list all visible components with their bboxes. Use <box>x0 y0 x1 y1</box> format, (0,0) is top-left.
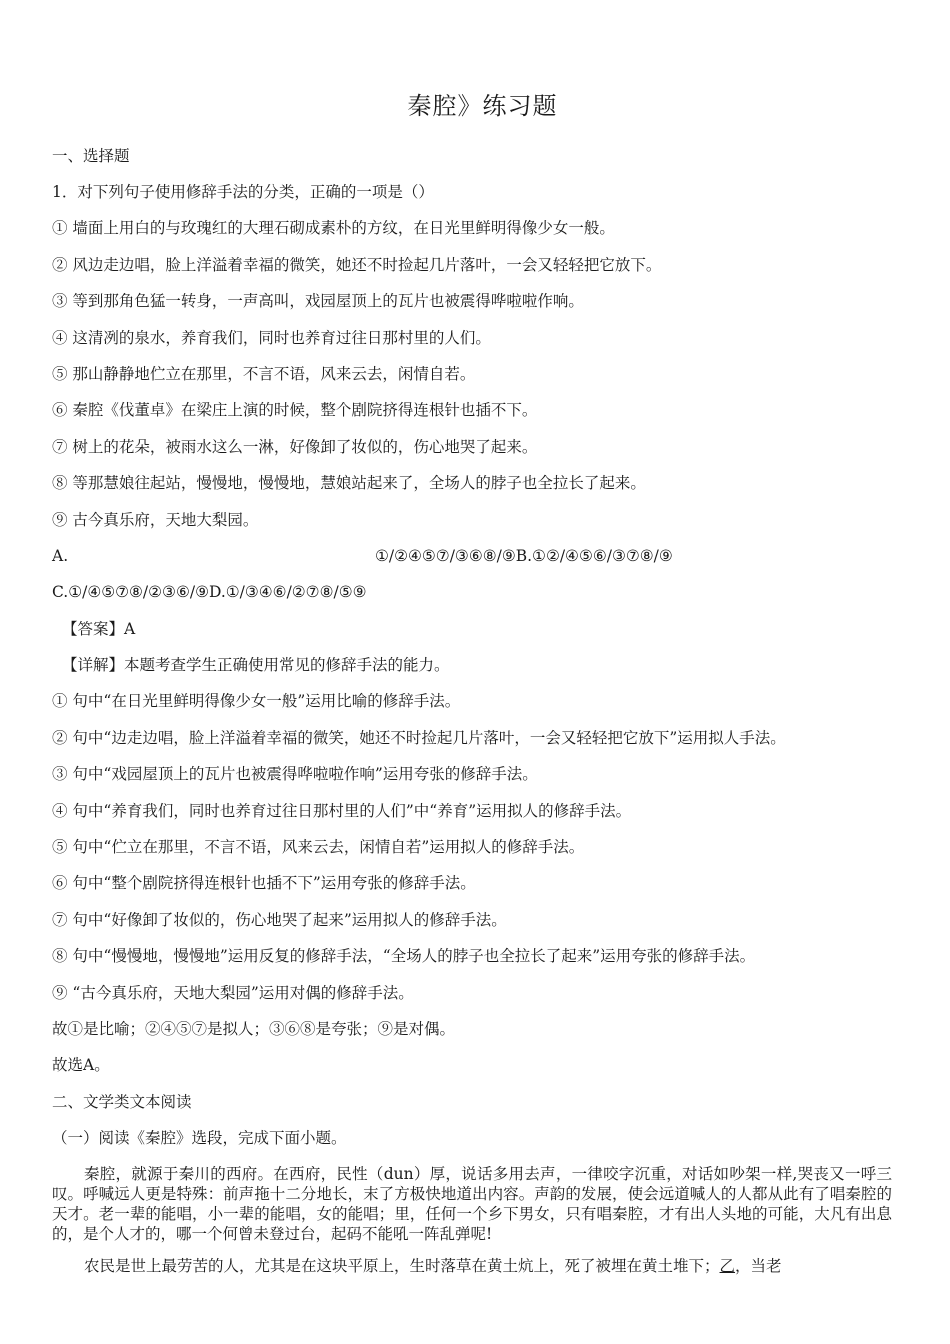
detail-item: ⑤ 句中“伫立在那里，不言不语，风来云去，闲情自若”运用拟人的修辞手法。 <box>52 838 585 856</box>
options-a-b: ①/②④⑤⑦/③⑥⑧/⑨B.①②/④⑤⑥/③⑦⑧/⑨ <box>375 547 673 565</box>
final-answer: 故选A。 <box>52 1056 110 1074</box>
question-item: ④ 这清冽的泉水，养育我们，同时也养育过往日那村里的人们。 <box>52 329 491 347</box>
question-item: ⑦ 树上的花朵，被雨水这么一淋，好像卸了妆似的，伤心地哭了起来。 <box>52 438 538 456</box>
detail-item: ⑥ 句中“整个剧院挤得连根针也插不下”运用夸张的修辞手法。 <box>52 874 476 892</box>
options-c-d: C.①/④⑤⑦⑧/②③⑥/⑨D.①/③④⑥/②⑦⑧/⑤⑨ <box>52 583 367 601</box>
passage-paragraph <box>84 1256 782 1276</box>
detail-item: ① 句中“在日光里鲜明得像少女一般”运用比喻的修辞手法。 <box>52 692 461 710</box>
section-heading-reading: 二、文学类文本阅读 <box>52 1093 192 1111</box>
page-title: 秦腔》练习题 <box>407 92 558 120</box>
detail-item: ⑨ “古今真乐府，天地大梨园”运用对偶的修辞手法。 <box>52 984 414 1002</box>
question-item: ① 墙面上用白的与玫瑰红的大理石砌成素朴的方纹，在日光里鲜明得像少女一般。 <box>52 219 615 237</box>
detail-intro: 【详解】本题考查学生正确使用常见的修辞手法的能力。 <box>62 656 450 674</box>
question-item: ⑨ 古今真乐府，天地大梨园。 <box>52 511 259 529</box>
option-a-label: A. <box>52 547 69 565</box>
detail-item: ④ 句中“养育我们，同时也养育过往日那村里的人们”中“养育”运用拟人的修辞手法。 <box>52 802 632 820</box>
question-item: ⑥ 秦腔《伐董卓》在梁庄上演的时候，整个剧院挤得连根针也插不下。 <box>52 401 538 419</box>
passage-text: 农民是世上最劳苦的人，尤其是在这块平原上，生时落草在黄土炕上，死了被埋在黄土堆下； <box>84 1257 720 1275</box>
underlined-blank: 乙 <box>719 1257 736 1275</box>
passage-paragraph: 秦腔，就源于秦川的西府。在西府，民性（dun）厚，说话多用去声，一律咬字沉重，对话如吵架一样,哭丧又一呼三叹。呼喊远人更是特殊：前声拖十二分地长，末了方极快地道出内容。声韵的发展，使会远道喊人的人都从此有了唱秦腔的天才。老一辈的能唱，小一辈的能唱，女的能唱；里，任何一个乡下男女，只有唱秦腔，才有出人头地的可能，大凡有出息的，是个人才的，哪一个何曾未登过台，起码不能吼一阵乱弹呢! <box>52 1165 892 1243</box>
detail-item: ⑦ 句中“好像卸了妆似的，伤心地哭了起来”运用拟人的修辞手法。 <box>52 911 507 929</box>
answer: 【答案】A <box>62 620 136 638</box>
question-item: ③ 等到那角色猛一转身，一声高叫，戏园屋顶上的瓦片也被震得哗啦啦作响。 <box>52 292 584 310</box>
subsection-heading: （一）阅读《秦腔》选段，完成下面小题。 <box>52 1129 347 1147</box>
passage-text: ，当老 <box>735 1257 782 1275</box>
question-item: ⑤ 那山静静地伫立在那里，不言不语，风来云去，闲情自若。 <box>52 365 476 383</box>
question-item: ⑧ 等那慧娘往起站，慢慢地，慢慢地，慧娘站起来了，全场人的脖子也全拉长了起来。 <box>52 474 646 492</box>
question-item: ② 风边走边唱，脸上洋溢着幸福的微笑，她还不时捡起几片落叶，一会又轻轻把它放下。 <box>52 256 662 274</box>
section-heading-choice: 一、选择题 <box>52 147 130 165</box>
detail-item: ② 句中“边走边唱，脸上洋溢着幸福的微笑，她还不时捡起几片落叶，一会又轻轻把它放下”运用拟人手法。 <box>52 729 786 747</box>
detail-item: ③ 句中“戏园屋顶上的瓦片也被震得哗啦啦作响”运用夸张的修辞手法。 <box>52 765 538 783</box>
detail-item: ⑧ 句中“慢慢地，慢慢地”运用反复的修辞手法，“全场人的脖子也全拉长了起来”运用夸张的修辞手法。 <box>52 947 756 965</box>
conclusion: 故①是比喻；②④⑤⑦是拟人；③⑥⑧是夸张；⑨是对偶。 <box>52 1020 456 1038</box>
question-stem: 1．对下列句子使用修辞手法的分类，正确的一项是（） <box>52 183 434 201</box>
